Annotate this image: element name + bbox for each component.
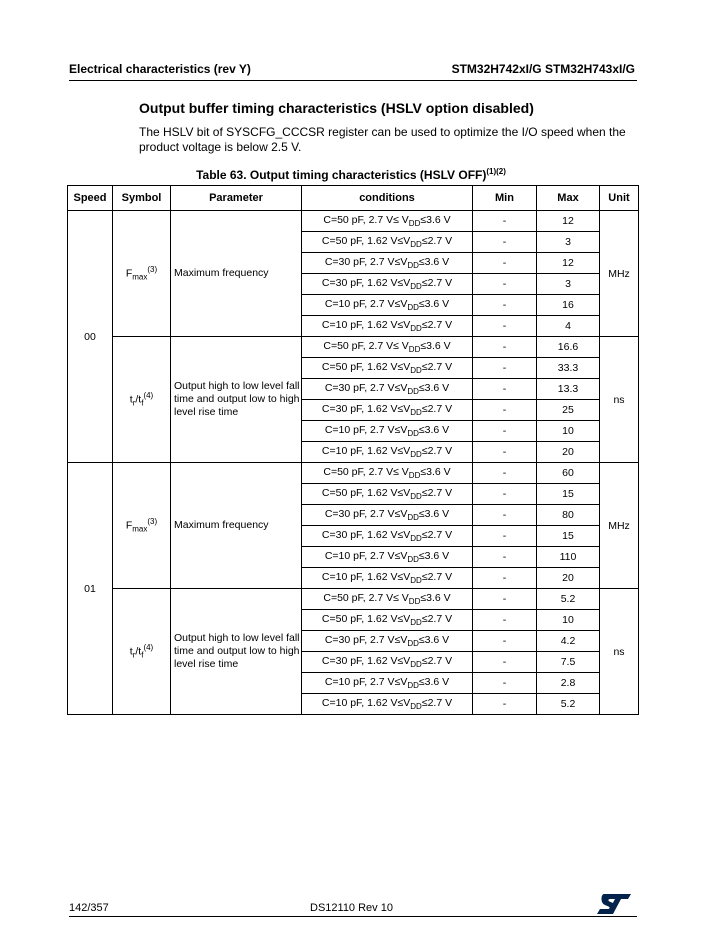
max-cell: 15: [537, 484, 600, 505]
condition-sub: DD: [410, 492, 422, 502]
condition-suffix: ≤3.6 V: [420, 213, 451, 226]
condition-prefix: C=30 pF, 1.62 V≤V: [321, 276, 411, 289]
speed-cell: 00: [68, 211, 113, 463]
condition-suffix: ≤3.6 V: [418, 549, 450, 562]
symbol-cell: [113, 337, 171, 463]
max-cell: 7.5: [537, 652, 600, 673]
max-cell: 20: [537, 442, 600, 463]
symbol-note: (4): [143, 643, 154, 653]
condition-prefix: C=30 pF, 1.62 V≤V: [321, 654, 411, 667]
condition-cell: [302, 526, 473, 547]
min-cell: -: [473, 505, 537, 526]
condition-suffix: ≤2.7 V: [421, 402, 453, 415]
symbol-cell: [113, 463, 171, 589]
condition-suffix: ≤2.7 V: [421, 654, 453, 667]
condition-prefix: C=10 pF, 2.7 V≤V: [324, 675, 408, 688]
condition-cell: [302, 379, 473, 400]
symbol-note: (4): [143, 391, 154, 401]
condition-sub: DD: [410, 324, 422, 334]
min-cell: -: [473, 316, 537, 337]
min-cell: -: [473, 694, 537, 715]
condition-suffix: ≤3.6 V: [420, 591, 451, 604]
condition-sub: DD: [410, 660, 422, 670]
condition-cell: [302, 211, 473, 232]
condition-sub: DD: [410, 534, 422, 544]
max-cell: 13.3: [537, 379, 600, 400]
condition-suffix: ≤3.6 V: [418, 507, 450, 520]
condition-suffix: ≤3.6 V: [418, 423, 450, 436]
condition-cell: [302, 652, 473, 673]
condition-cell: [302, 337, 473, 358]
speed-cell: 01: [68, 463, 113, 715]
table-row: [68, 337, 639, 358]
condition-prefix: C=10 pF, 2.7 V≤V: [324, 297, 408, 310]
max-cell: 4.2: [537, 631, 600, 652]
condition-cell: [302, 316, 473, 337]
condition-suffix: ≤2.7 V: [421, 360, 453, 373]
condition-suffix: ≤2.7 V: [421, 612, 453, 625]
condition-prefix: C=30 pF, 2.7 V≤V: [324, 255, 408, 268]
min-cell: -: [473, 673, 537, 694]
condition-cell: [302, 694, 473, 715]
symbol-mid: /t: [135, 393, 142, 406]
symbol-sub: r: [132, 650, 136, 660]
symbol-cell: [113, 589, 171, 715]
min-cell: -: [473, 211, 537, 232]
table-body: [68, 211, 639, 715]
max-cell: 110: [537, 547, 600, 568]
symbol-mid: /t: [135, 645, 142, 658]
condition-prefix: C=50 pF, 1.62 V≤V: [321, 612, 411, 625]
condition-prefix: C=30 pF, 2.7 V≤V: [324, 381, 408, 394]
table-row: [68, 463, 639, 484]
max-cell: 5.2: [537, 694, 600, 715]
footer-divider: [69, 916, 637, 917]
condition-sub: DD: [408, 345, 421, 355]
symbol-main: F: [125, 519, 133, 532]
symbol-main: F: [125, 267, 133, 280]
col-header-symbol: Symbol: [113, 186, 171, 211]
condition-prefix: C=10 pF, 1.62 V≤V: [321, 444, 411, 457]
max-cell: 10: [537, 610, 600, 631]
condition-cell: [302, 400, 473, 421]
condition-cell: [302, 232, 473, 253]
header-part-numbers: STM32H742xI/G STM32H743xI/G: [451, 62, 635, 76]
col-header-min: Min: [473, 186, 537, 211]
min-cell: -: [473, 295, 537, 316]
unit-cell: MHz: [600, 211, 639, 337]
symbol-main: t: [129, 393, 133, 406]
max-cell: 16: [537, 295, 600, 316]
condition-suffix: ≤2.7 V: [421, 276, 453, 289]
condition-sub: DD: [410, 282, 422, 292]
max-cell: 60: [537, 463, 600, 484]
min-cell: -: [473, 421, 537, 442]
min-cell: -: [473, 526, 537, 547]
header-divider: [69, 80, 637, 81]
condition-cell: [302, 547, 473, 568]
max-cell: 3: [537, 274, 600, 295]
output-timing-table: [67, 185, 639, 715]
col-header-conditions: conditions: [302, 186, 473, 211]
table-caption: [0, 167, 702, 182]
header-section-title: Electrical characteristics (rev Y): [69, 62, 251, 76]
condition-prefix: C=30 pF, 1.62 V≤V: [321, 528, 411, 541]
max-cell: 10: [537, 421, 600, 442]
table-row: [68, 211, 639, 232]
condition-sub: DD: [407, 387, 419, 397]
unit-cell: MHz: [600, 463, 639, 589]
condition-prefix: C=50 pF, 2.7 V≤ V: [323, 465, 409, 478]
intro-paragraph: The HSLV bit of SYSCFG_CCCSR register can be used to optimize the I/O speed when the product voltage is below 2.5 V.: [139, 125, 626, 154]
condition-prefix: C=10 pF, 1.62 V≤V: [321, 570, 411, 583]
table-row: [68, 589, 639, 610]
condition-prefix: C=10 pF, 1.62 V≤V: [321, 318, 411, 331]
table-header-row: [68, 186, 639, 211]
condition-sub: DD: [408, 219, 421, 229]
max-cell: 12: [537, 211, 600, 232]
min-cell: -: [473, 379, 537, 400]
condition-prefix: C=50 pF, 1.62 V≤V: [321, 234, 411, 247]
condition-prefix: C=50 pF, 2.7 V≤ V: [323, 591, 409, 604]
condition-prefix: C=50 pF, 1.62 V≤V: [321, 360, 411, 373]
symbol-sub: max: [132, 524, 148, 534]
condition-prefix: C=10 pF, 2.7 V≤V: [324, 423, 408, 436]
condition-sub: DD: [407, 639, 419, 649]
condition-cell: [302, 631, 473, 652]
max-cell: 20: [537, 568, 600, 589]
condition-cell: [302, 610, 473, 631]
condition-sub: DD: [407, 261, 419, 271]
symbol-sub2: f: [141, 398, 144, 408]
max-cell: 2.8: [537, 673, 600, 694]
min-cell: -: [473, 337, 537, 358]
condition-suffix: ≤3.6 V: [418, 675, 450, 688]
symbol-note: (3): [147, 265, 158, 275]
condition-prefix: C=50 pF, 1.62 V≤V: [321, 486, 411, 499]
unit-cell: ns: [600, 589, 639, 715]
min-cell: -: [473, 652, 537, 673]
min-cell: -: [473, 589, 537, 610]
symbol-sub2: f: [141, 650, 144, 660]
symbol-main: t: [129, 645, 133, 658]
condition-suffix: ≤2.7 V: [421, 234, 453, 247]
max-cell: 15: [537, 526, 600, 547]
condition-sub: DD: [410, 366, 422, 376]
table-caption-notes: (1)(2): [486, 167, 506, 176]
min-cell: -: [473, 358, 537, 379]
condition-cell: [302, 484, 473, 505]
condition-cell: [302, 505, 473, 526]
max-cell: 25: [537, 400, 600, 421]
parameter-cell: Maximum frequency: [171, 211, 302, 337]
condition-sub: DD: [407, 303, 419, 313]
min-cell: -: [473, 631, 537, 652]
condition-suffix: ≤3.6 V: [420, 339, 451, 352]
min-cell: -: [473, 400, 537, 421]
condition-suffix: ≤2.7 V: [421, 696, 453, 709]
max-cell: 5.2: [537, 589, 600, 610]
condition-suffix: ≤2.7 V: [421, 486, 453, 499]
max-cell: 12: [537, 253, 600, 274]
min-cell: -: [473, 442, 537, 463]
condition-suffix: ≤2.7 V: [421, 528, 453, 541]
condition-suffix: ≤2.7 V: [421, 570, 453, 583]
condition-sub: DD: [407, 555, 419, 565]
condition-cell: [302, 568, 473, 589]
condition-sub: DD: [410, 240, 422, 250]
page-number: 142/357: [69, 902, 109, 914]
col-header-max: Max: [537, 186, 600, 211]
condition-cell: [302, 673, 473, 694]
parameter-cell: Maximum frequency: [171, 463, 302, 589]
min-cell: -: [473, 610, 537, 631]
parameter-cell: Output high to low level fall time and output low to high level rise time: [171, 337, 302, 463]
condition-suffix: ≤3.6 V: [418, 297, 450, 310]
col-header-speed: Speed: [68, 186, 113, 211]
condition-sub: DD: [408, 471, 421, 481]
max-cell: 80: [537, 505, 600, 526]
col-header-unit: Unit: [600, 186, 639, 211]
section-title: Output buffer timing characteristics (HSLV option disabled): [139, 100, 534, 116]
condition-prefix: C=30 pF, 2.7 V≤V: [324, 507, 408, 520]
condition-cell: [302, 253, 473, 274]
symbol-note: (3): [147, 517, 158, 527]
min-cell: -: [473, 274, 537, 295]
condition-suffix: ≤3.6 V: [420, 465, 451, 478]
condition-sub: DD: [407, 513, 419, 523]
condition-sub: DD: [410, 450, 422, 460]
condition-sub: DD: [410, 618, 422, 628]
condition-cell: [302, 274, 473, 295]
unit-cell: ns: [600, 337, 639, 463]
parameter-cell: Output high to low level fall time and output low to high level rise time: [171, 589, 302, 715]
max-cell: 4: [537, 316, 600, 337]
max-cell: 16.6: [537, 337, 600, 358]
condition-sub: DD: [407, 429, 419, 439]
symbol-sub: max: [132, 272, 148, 282]
min-cell: -: [473, 547, 537, 568]
min-cell: -: [473, 568, 537, 589]
condition-prefix: C=30 pF, 1.62 V≤V: [321, 402, 411, 415]
condition-sub: DD: [410, 702, 422, 712]
condition-suffix: ≤2.7 V: [421, 444, 453, 457]
condition-cell: [302, 442, 473, 463]
st-logo-shape: [597, 894, 631, 914]
table-caption-text: Table 63. Output timing characteristics (HSLV OFF): [196, 168, 487, 182]
max-cell: 3: [537, 232, 600, 253]
condition-prefix: C=50 pF, 2.7 V≤ V: [323, 339, 409, 352]
condition-prefix: C=30 pF, 2.7 V≤V: [324, 633, 408, 646]
condition-cell: [302, 463, 473, 484]
condition-suffix: ≤3.6 V: [418, 255, 450, 268]
condition-prefix: C=10 pF, 2.7 V≤V: [324, 549, 408, 562]
condition-cell: [302, 358, 473, 379]
condition-sub: DD: [410, 408, 422, 418]
condition-prefix: C=50 pF, 2.7 V≤ V: [323, 213, 409, 226]
condition-sub: DD: [408, 597, 421, 607]
min-cell: -: [473, 253, 537, 274]
condition-cell: [302, 589, 473, 610]
col-header-parameter: Parameter: [171, 186, 302, 211]
condition-cell: [302, 421, 473, 442]
condition-cell: [302, 295, 473, 316]
min-cell: -: [473, 232, 537, 253]
condition-sub: DD: [410, 576, 422, 586]
min-cell: -: [473, 463, 537, 484]
condition-prefix: C=10 pF, 1.62 V≤V: [321, 696, 411, 709]
condition-suffix: ≤2.7 V: [421, 318, 453, 331]
min-cell: -: [473, 484, 537, 505]
st-logo-icon: [596, 893, 632, 915]
condition-suffix: ≤3.6 V: [418, 633, 450, 646]
condition-suffix: ≤3.6 V: [418, 381, 450, 394]
condition-sub: DD: [407, 681, 419, 691]
document-revision: DS12110 Rev 10: [310, 902, 393, 914]
symbol-sub: r: [132, 398, 136, 408]
symbol-cell: [113, 211, 171, 337]
max-cell: 33.3: [537, 358, 600, 379]
